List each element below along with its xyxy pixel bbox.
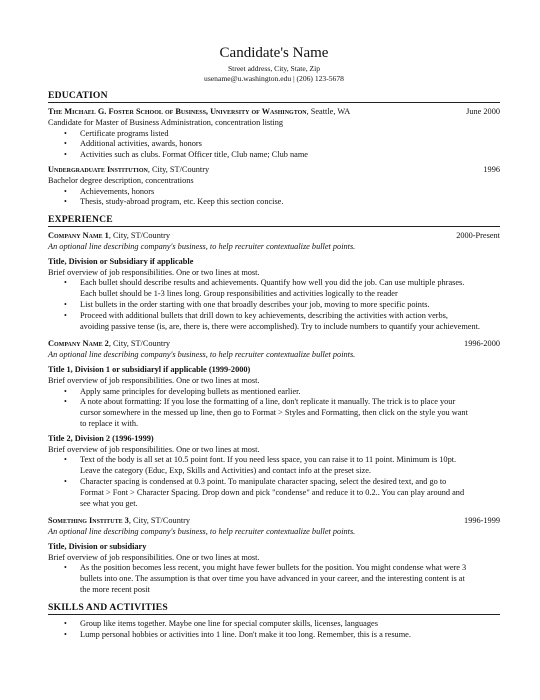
degree-line: Bachelor degree description, concentrations [48, 175, 194, 185]
school-date: 1996 [483, 164, 500, 174]
school-name: Undergraduate Institution [48, 164, 148, 174]
list-item: • Text of the body is all set at 10.5 point font. If you need less space, you can raise it to 11 point. Minimum is 10pt. Leave the category (Educ, Exp, Skills and Activities) and contact info at the preset size. [80, 455, 500, 477]
company-name: Company Name 1 [48, 231, 109, 241]
job-overview: Brief overview of job responsibilities. One or two lines at most. [48, 552, 260, 562]
education-bullets-2 [48, 187, 500, 209]
address-line: Street address, City, State, Zip [227, 64, 321, 73]
skills-heading: SKILLS AND ACTIVITIES [48, 602, 500, 615]
list-item: • Additional activities, awards, honors [80, 139, 500, 150]
company-location: , City, ST/Country [108, 339, 171, 349]
job-bullets [48, 278, 500, 332]
company-date: 2000-Present [456, 231, 500, 241]
list-item: • Achievements, honors [80, 187, 500, 198]
list-item: • Character spacing is condensed at 0.3 point. To manipulate character spacing, select the desired text, and go to Format > Font > Character Spacing. Drop down and pick "condense" and reduce it to 0.2.. You can play around and see what you get. [80, 477, 500, 509]
job-bullets [48, 387, 500, 430]
company-location: , City, ST/Country [108, 231, 171, 241]
school-location: , Seattle, WA [306, 107, 351, 116]
education-entry-2 [48, 165, 500, 176]
company-entry-2 [48, 339, 500, 350]
experience-heading: EXPERIENCE [48, 214, 500, 227]
resume-header [48, 0, 500, 84]
list-item: • As the position becomes less recent, you might have fewer bullets for the position. You might condense what were 3 bullets into one. The assumption is that over time you have advanced in your career, and the interesting content is at the more recent posit [80, 563, 500, 595]
school-date: June 2000 [466, 107, 500, 116]
job-bullets [48, 455, 500, 509]
company-name: Something Institute 3 [48, 516, 129, 526]
company-description: An optional line describing company's business, to help recruiter contextualize bullet points. [48, 527, 356, 537]
company-entry-1 [48, 231, 500, 242]
education-entry-1 [48, 107, 500, 118]
contact-line: usename@u.washington.edu | (206) 123-5678 [204, 74, 344, 83]
company-entry-3 [48, 516, 500, 527]
education-heading: EDUCATION [48, 90, 500, 103]
job-bullets [48, 563, 500, 595]
list-item: • Apply same principles for developing bullets as mentioned earlier. [80, 387, 500, 398]
list-item: • Lump personal hobbies or activities into 1 line. Don't make it too long. Remember, this is a resume. [80, 630, 500, 641]
list-item: • Thesis, study-abroad program, etc. Keep this section concise. [80, 197, 500, 208]
list-item: • Each bullet should describe results and achievements. Quantify how well you did the job. Can use multiple phrases. Each bullet should be 1-3 lines long. Group responsibilities and activities logically to the reader [80, 278, 500, 300]
school-location: , City, ST/Country [147, 164, 210, 174]
job-title: Title 1, Division 1 or subsidiaryl if applicable (1999-2000) [48, 364, 251, 374]
job-overview: Brief overview of job responsibilities. One or two lines at most. [48, 267, 260, 277]
job-overview: Brief overview of job responsibilities. One or two lines at most. [48, 444, 260, 454]
list-item: • A note about formatting: If you lose the formatting of a line, don't replicate it manually. The trick is to place your cursor somewhere in the messed up line, then go to Format > Styles and Formatting, then click on the style you want to replace it with. [80, 397, 500, 429]
skills-bullets [48, 619, 500, 641]
list-item: • Certificate programs listed [80, 129, 500, 140]
job-title: Title, Division or Subsidiary if applicable [48, 256, 194, 266]
company-description: An optional line describing company's business, to help recruiter contextualize bullet points. [48, 241, 356, 251]
company-name: Company Name 2 [48, 339, 109, 349]
education-bullets-1 [48, 129, 500, 161]
list-item: • List bullets in the order starting with one that broadly describes your job, moving to more specific points. [80, 300, 500, 311]
candidate-name: Candidate's Name [219, 45, 329, 61]
company-description: An optional line describing company's business, to help recruiter contextualize bullet points. [48, 350, 356, 360]
company-date: 1996-1999 [464, 516, 500, 526]
job-overview: Brief overview of job responsibilities. One or two lines at most. [48, 375, 260, 385]
list-item: • Group like items together. Maybe one line for special computer skills, licenses, languages [80, 619, 500, 630]
company-location: , City, ST/Country [128, 516, 191, 526]
company-date: 1996-2000 [464, 339, 500, 349]
school-name: The Michael G. Foster School of Business, University of Washington [48, 107, 307, 116]
degree-line: Candidate for Master of Business Administration, concentration listing [48, 117, 284, 127]
list-item: • Proceed with additional bullets that drill down to key achievements, describing the activities with action verbs, avoiding passive tense (is, are, there is, there were accomplished). Try to include numbers to quantify your achievement. [80, 311, 500, 333]
job-title: Title 2, Division 2 (1996-1999) [48, 433, 154, 443]
job-title: Title, Division or subsidiary [48, 541, 147, 551]
list-item: • Activities such as clubs. Format Officer title, Club name; Club name [80, 150, 500, 161]
